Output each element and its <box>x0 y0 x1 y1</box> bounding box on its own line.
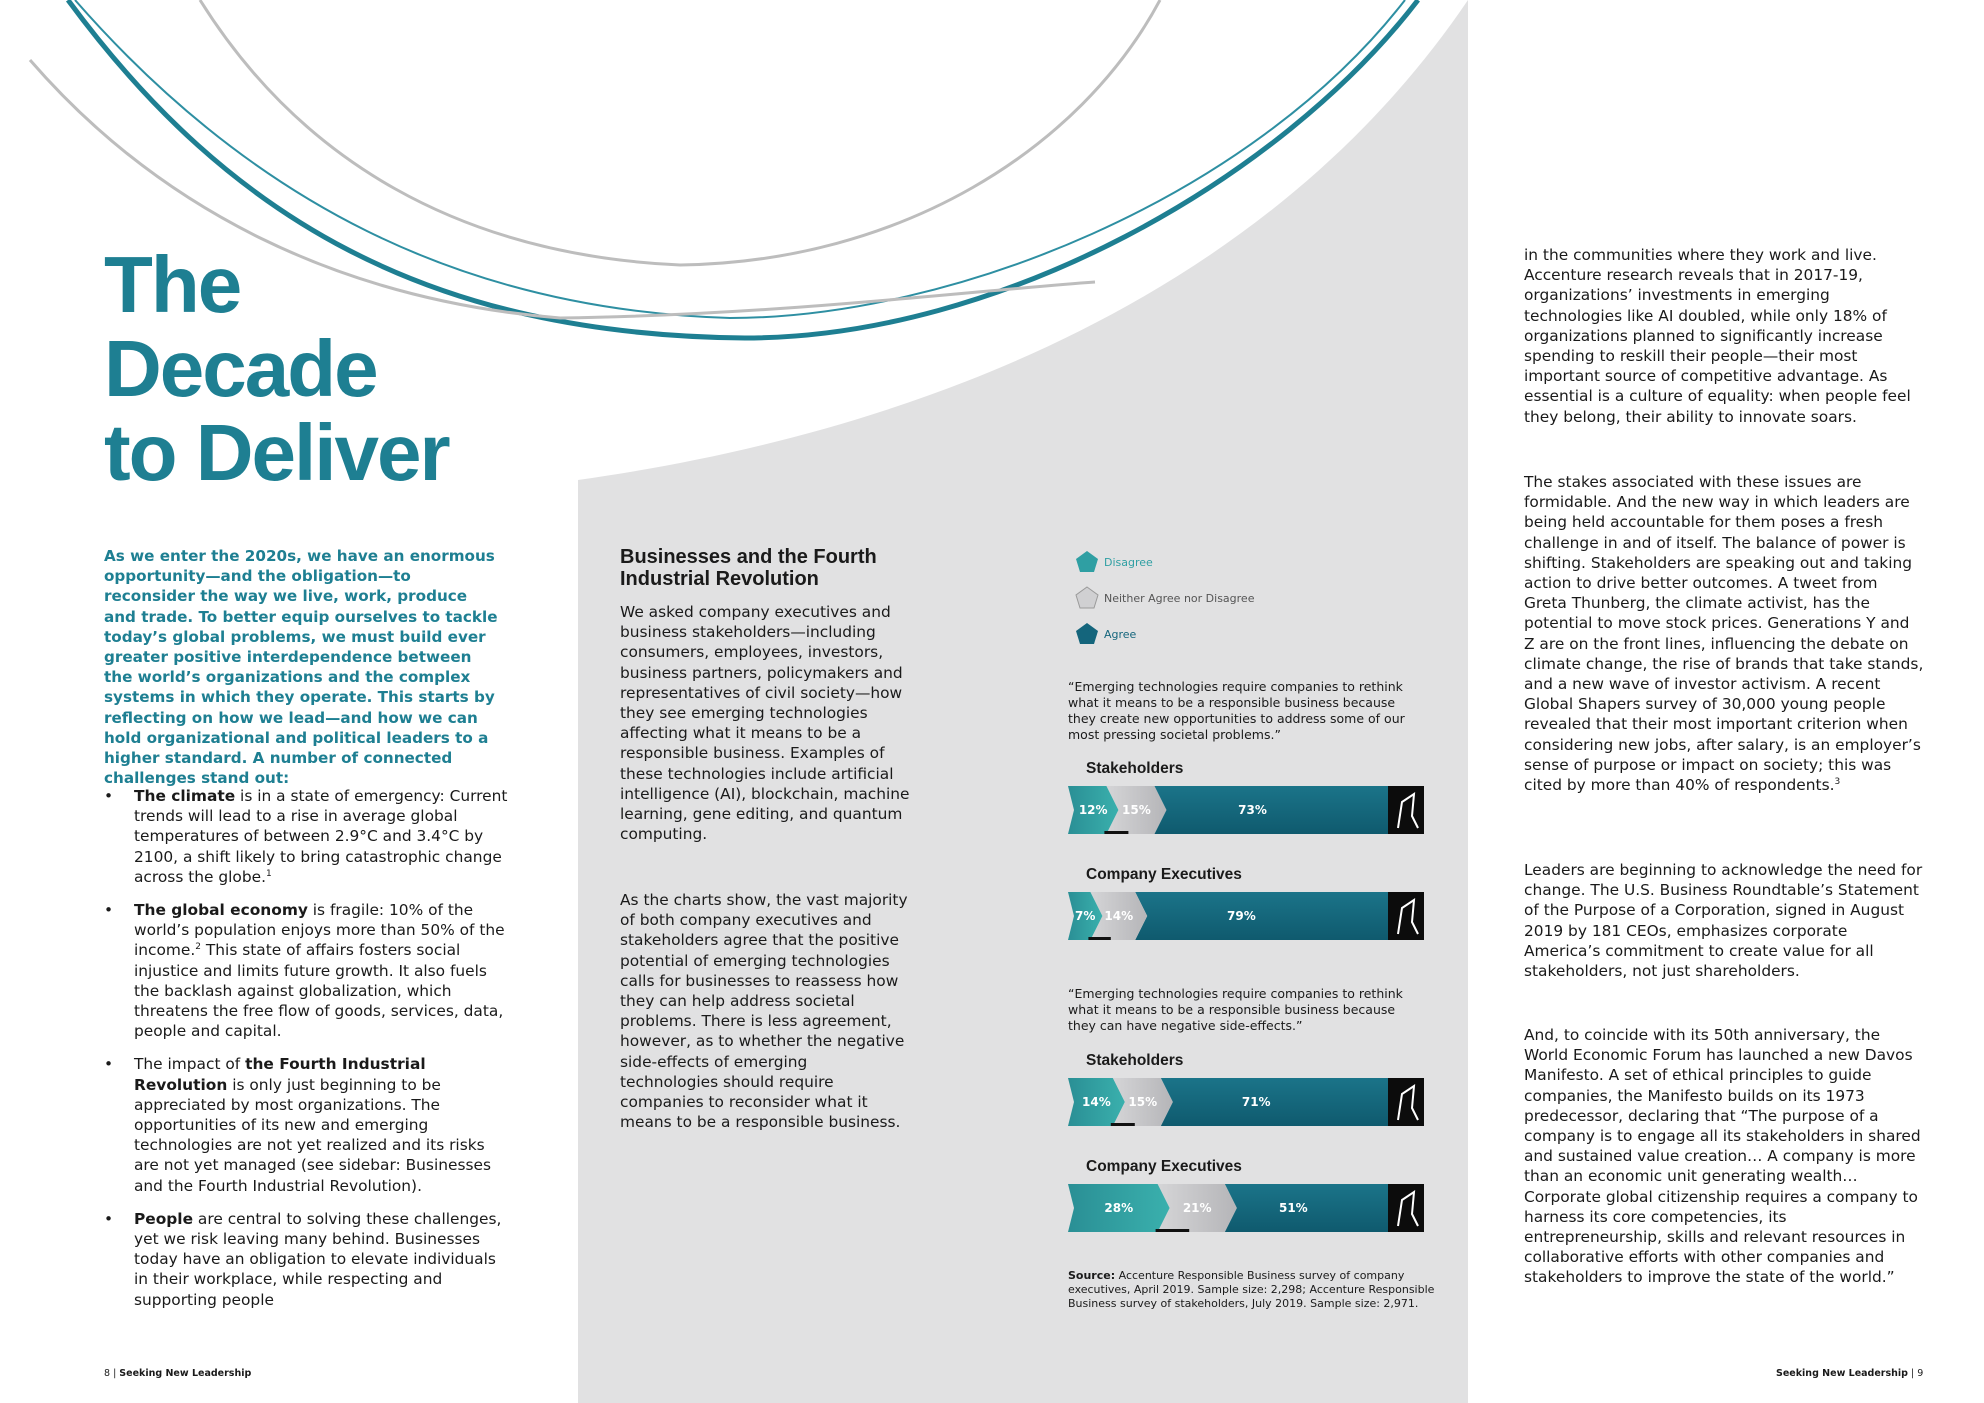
list-item <box>104 1054 514 1195</box>
bar-segment-agree <box>1154 786 1388 834</box>
bullet-text: is in a state of emergency: Current trends will lead to a rise in average global temperatures of between 2.9°C and 3.4°C by 2100, a shift likely to bring catastrophic change across the globe. <box>134 787 508 886</box>
bar-segment-agree <box>1135 892 1388 940</box>
bullet-bold: the Fourth Industrial Revolution <box>134 1055 426 1094</box>
chart-category-label: Company Executives <box>1086 866 1242 883</box>
footnote-ref: 2 <box>195 942 201 953</box>
pentagon-icon <box>1074 549 1100 575</box>
bar-shadow <box>1111 1123 1135 1126</box>
footer-label: Seeking New Leadership <box>119 1368 252 1379</box>
pentagon-icon <box>1074 621 1100 647</box>
bar-value-label: 15% <box>1128 1095 1158 1109</box>
sidebar-paragraph: We asked company executives and business stakeholders—including consumers, employees, investors, business partners, policymakers and representatives of civil society—how they see emerging technologies affecting what it means to be a responsible business. Examples of these technologies include artificial intelligence (AI), blockchain, machine learning, gene editing, and quantum computing. <box>620 603 910 844</box>
source-label: Source: <box>1068 1269 1116 1282</box>
bar-value-label: 14% <box>1104 909 1134 923</box>
legend-label: Disagree <box>1104 555 1153 569</box>
chart-quote: “Emerging technologies require companies to rethink what it means to be a responsible business because they create new opportunities to address some of our most pressing societal problems.” <box>1068 679 1405 742</box>
stacked-bar-graphic <box>1068 1072 1428 1132</box>
challenge-list <box>104 786 514 1323</box>
bar-value-label: 12% <box>1078 803 1108 817</box>
page-number: 9 <box>1917 1368 1924 1379</box>
bar-value-label: 28% <box>1104 1201 1134 1215</box>
legend-agree <box>1074 621 1136 647</box>
stacked-bar <box>1068 780 1428 840</box>
bar-end-cap <box>1388 1184 1424 1232</box>
bar-value-label: 15% <box>1122 803 1151 817</box>
bullet-bold: People <box>134 1209 194 1228</box>
body-text: The stakes associated with these issues are formidable. And the new way in which leaders are being held accountable for them poses a fresh challenge in and of itself. The balance of power is shifting. Stakeholders are speaking out and taking action to drive better outcomes. A tweet from Greta Thunberg, the climate activist, has the potential to move stock prices. Generations Y and Z are on the front lines, influencing the debate on climate change, the rise of brands that take stands, and a new wave of investor activism. A recent Global Shapers survey of 30,000 young people revealed that their most important criterion when considering new jobs, after salary, is an employer’s sense of purpose or impact on society; this was cited by more than 40% of respondents. <box>1524 473 1924 795</box>
legend-disagree <box>1074 549 1153 575</box>
sidebar-paragraph: As the charts show, the vast majority of both company executives and stakeholders agree that the positive potential of emerging technologies calls for businesses to reassess how they can help address societal problems. There is less agreement, however, as to whether the negative side-effects of emerging technologies should require companies to reconsider what it means to be a responsible business. <box>620 891 908 1132</box>
stacked-bar-graphic <box>1068 780 1428 840</box>
bar-shadow <box>1156 1229 1190 1232</box>
chart-category-label: Stakeholders <box>1086 760 1184 777</box>
pentagon-icon <box>1074 585 1100 611</box>
bar-value-label: 73% <box>1238 803 1267 817</box>
footer-label: Seeking New Leadership <box>1776 1368 1908 1379</box>
chart-source <box>1068 1269 1443 1311</box>
chart-category-label: Company Executives <box>1086 1158 1242 1175</box>
bullet-text: is fragile: 10% of the world’s population enjoys more than 50% of the income. <box>134 901 505 960</box>
body-paragraph: And, to coincide with its 50th anniversary, the World Economic Forum has launched a new Davos Manifesto. A set of ethical principles to guide companies, the Manifesto builds on its 1973 predecessor, declaring that “The purpose of a company is to engage all its stakeholders in shared and sustained value creation… A company is more than an economic unit generating wealth… Corporate global citizenship requires a company to harness its core competencies, its entrepreneurship, skills and relevant resources in collaborative efforts with other companies and stakeholders to improve the state of the world.” <box>1524 1026 1921 1287</box>
list-item <box>104 1209 514 1310</box>
legend-label: Neither Agree nor Disagree <box>1104 591 1255 605</box>
bar-segment-agree <box>1161 1078 1388 1126</box>
body-paragraph: in the communities where they work and live. Accenture research reveals that in 2017-19, organizations’ investments in emerging technologies like AI doubled, while only 18% of organizations planned to significantly increase spending to reskill their people—their most important source of competitive advantage. As essential is a culture of equality: when people feel they belong, their ability to innovate soars. <box>1524 246 1911 426</box>
title-line: to Deliver <box>104 408 449 497</box>
bar-value-label: 79% <box>1227 909 1256 923</box>
page-number: 8 <box>104 1368 111 1379</box>
bar-value-label: 7% <box>1075 909 1096 923</box>
bullet-bold: The global economy <box>134 901 308 920</box>
bar-value-label: 21% <box>1182 1201 1212 1215</box>
bullet-bold: The climate <box>134 787 236 805</box>
intro-paragraph: As we enter the 2020s, we have an enormous opportunity—and the obligation—to reconsider the way we live, work, produce and trade. To better equip ourselves to tackle today’s global problems, we must build ever greater positive interdependence between the world’s organizations and the complex systems in which they operate. This starts by reflecting on how we lead—and how we can hold organizational and political leaders to a higher standard. A number of connected challenges stand out: <box>104 547 498 788</box>
bar-end-cap <box>1388 786 1424 834</box>
bar-value-label: 14% <box>1082 1095 1111 1109</box>
bar-value-label: 51% <box>1278 1201 1308 1215</box>
stacked-bar-graphic <box>1068 1178 1428 1238</box>
body-paragraph: Leaders are beginning to acknowledge the need for change. The U.S. Business Roundtable’s Statement of the Purpose of a Corporation, signed in August 2019 by 181 CEOs, emphasizes corporate America’s commitment to create value for all stakeholders, not just shareholders. <box>1524 861 1923 981</box>
bullet-text: are central to solving these challenges, yet we risk leaving many behind. Businesses today have an obligation to elevate individuals in their workplace, while respecting and supporting people <box>134 1209 502 1309</box>
chart-quote: “Emerging technologies require companies to rethink what it means to be a responsible business because they can have negative side-effects.” <box>1068 986 1403 1033</box>
bar-end-cap <box>1388 1078 1424 1126</box>
stacked-bar-graphic <box>1068 886 1428 946</box>
list-item <box>104 786 514 887</box>
bullet-text: is only just beginning to be appreciated by most organizations. The opportunities of its new and emerging technologies are not yet realized and its risks are not yet managed (see sidebar: Businesses and the Fourth Industrial Revolution). <box>134 1075 491 1195</box>
legend-neutral <box>1074 585 1254 611</box>
source-text: Accenture Responsible Business survey of company executives, April 2019. Sample size: 2,298; Accenture Responsible Business survey of stakeholders, July 2019. Sample size: 2,971. <box>1068 1269 1435 1310</box>
stacked-bar <box>1068 1072 1428 1132</box>
title-line: The <box>104 240 241 329</box>
bar-end-cap <box>1388 892 1424 940</box>
bar-shadow <box>1088 937 1110 940</box>
footnote-ref: 1 <box>265 868 272 879</box>
page-footer-right: Seeking New Leadership | 9 <box>1776 1368 1924 1379</box>
body-paragraph <box>1524 472 1924 795</box>
page-footer-left: 8 | Seeking New Leadership <box>104 1368 252 1379</box>
bullet-text: The impact of <box>134 1055 246 1074</box>
sidebar-title: Businesses and the Fourth Industrial Revolution <box>620 546 877 590</box>
footnote-ref: 3 <box>1834 776 1841 787</box>
bar-shadow <box>1104 831 1128 834</box>
title-line: Decade <box>104 324 377 413</box>
list-item <box>104 900 514 1041</box>
bar-value-label: 71% <box>1241 1095 1271 1109</box>
stacked-bar <box>1068 886 1428 946</box>
page-title <box>104 240 584 497</box>
chart-category-label: Stakeholders <box>1086 1052 1184 1069</box>
legend-label: Agree <box>1104 627 1137 641</box>
stacked-bar <box>1068 1178 1428 1238</box>
bullet-text: This state of affairs fosters social injustice and limits future growth. It also fuels the backlash against globalization, which threatens the free flow of goods, services, data, people and capital. <box>134 941 504 1041</box>
